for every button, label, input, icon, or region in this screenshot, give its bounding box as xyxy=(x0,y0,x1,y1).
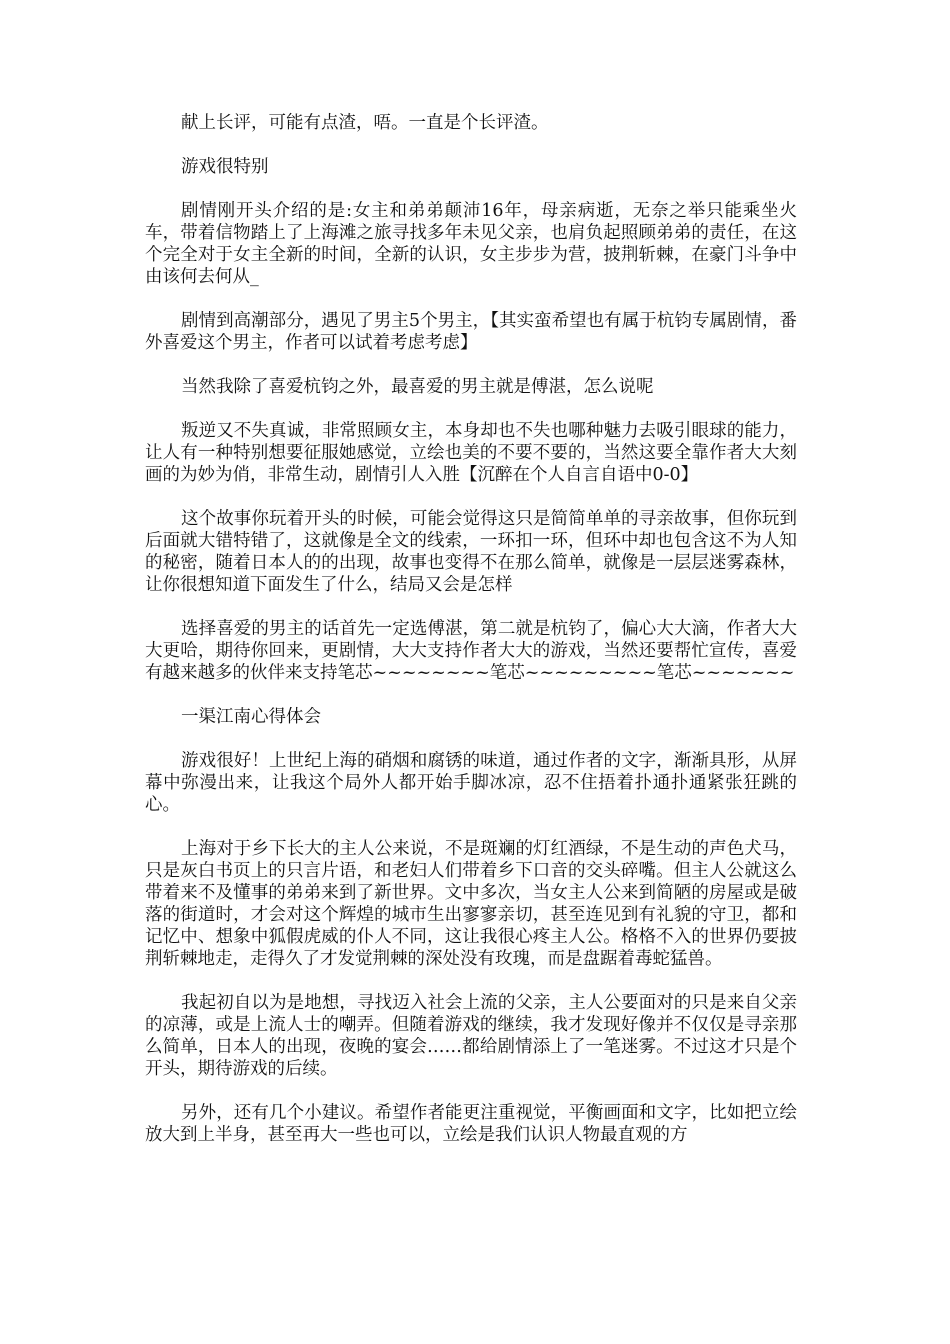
paragraph-character-praise: 叛逆又不失真诚，非常照顾女主，本身却也不失也哪种魅力去吸引眼球的能力，让人有一种特别想要征服她感觉，立绘也美的不要不要的，当然这要全靠作者大大刻画的为妙为俏，非常生动，剧情引人入胜【沉醉在个人自言自语中0-0】 xyxy=(145,421,797,485)
paragraph-shanghai: 上海对于乡下长大的主人公来说，不是斑斓的灯红酒绿，不是生动的声色犬马，只是灰白书页上的只言片语，和老妇人们带着乡下口音的交头碎嘴。但主人公就这么带着来不及懂事的弟弟来到了新世界。文中多次，当女主人公来到简陋的房屋或是破落的街道时，才会对这个辉煌的城市生出寥寥亲切，甚至连见到有礼貌的守卫，都和记忆中、想象中狐假虎威的仆人不同，这让我很心疼主人公。格格不入的世界仍要披荆斩棘地走，走得久了才发觉荆棘的深处没有玫瑰，而是盘踞着毒蛇猛兽。 xyxy=(145,839,797,969)
paragraph-heading-game: 游戏很特别 xyxy=(181,157,269,177)
paragraph-expectation: 我起初自以为是地想，寻找迈入社会上流的父亲，主人公要面对的只是来自父亲的凉薄，或是上流人士的嘲弄。但随着游戏的继续，我才发现好像并不仅仅是寻亲那么简单，日本人的出现，夜晚的宴会……都给剧情添上了一笔迷雾。不过这才只是个开头，期待游戏的后续。 xyxy=(145,993,797,1079)
document-body xyxy=(145,112,797,1168)
paragraph-atmosphere: 游戏很好！上世纪上海的硝烟和腐锈的味道，通过作者的文字，渐渐具形，从屏幕中弥漫出来，让我这个局外人都开始手脚冰凉，忍不住捂着扑通扑通紧张狂跳的心。 xyxy=(145,751,797,815)
paragraph-support: 选择喜爱的男主的话首先一定选傅湛，第二就是杭钧了，偏心大大滴，作者大大大更哈，期待你回来，更剧情，大大支持作者大大的游戏，当然还要帮忙宣传，喜爱有越来越多的伙伴来支持笔芯~~~~~~~~笔芯~~~~~~~~~笔芯~~~~~~~ xyxy=(145,619,797,683)
paragraph-plot-climax: 剧情到高潮部分，遇见了男主5个男主，【其实蛮希望也有属于杭钧专属剧情，番外喜爱这个男主，作者可以试着考虑考虑】 xyxy=(145,311,797,353)
paragraph-suggestions: 另外，还有几个小建议。希望作者能更注重视觉，平衡画面和文字，比如把立绘放大到上半身，甚至再大一些也可以，立绘是我们认识人物最直观的方 xyxy=(145,1103,797,1145)
paragraph-intro: 献上长评，可能有点渣，唔。一直是个长评渣。 xyxy=(181,113,549,133)
paragraph-favorite-lead: 当然我除了喜爱杭钧之外，最喜爱的男主就是傅湛，怎么说呢 xyxy=(181,377,654,397)
paragraph-story-depth: 这个故事你玩着开头的时候，可能会觉得这只是简简单单的寻亲故事，但你玩到后面就大错特错了，这就像是全文的线索，一环扣一环，但环中却也包含这不为人知的秘密，随着日本人的的出现，故事也变得不在那么简单，就像是一层层迷雾森林，让你很想知道下面发生了什么，结局又会是怎样 xyxy=(145,509,797,595)
paragraph-plot-intro: 剧情刚开头介绍的是:女主和弟弟颠沛16年，母亲病逝，无奈之举只能乘坐火车，带着信物踏上了上海滩之旅寻找多年未见父亲，也肩负起照顾弟弟的责任，在这个完全对于女主全新的时间，全新的认识，女主步步为营，披荆斩棘，在豪门斗争中由该何去何从_ xyxy=(145,201,797,287)
paragraph-section-title: 一渠江南心得体会 xyxy=(181,707,321,727)
